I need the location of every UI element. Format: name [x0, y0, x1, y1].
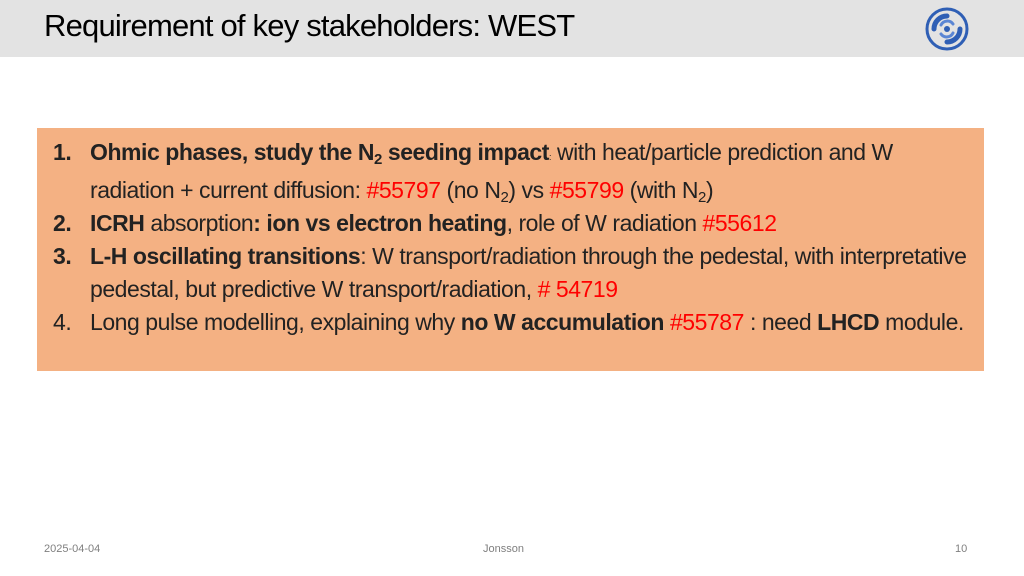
west-logo-icon: [921, 6, 973, 52]
item-bold-text: LHCD: [817, 309, 880, 335]
footer-author: Jonsson: [483, 543, 524, 555]
item-text: : need: [744, 309, 818, 335]
subscript: 2: [698, 189, 706, 206]
item-bold-text: ICRH: [90, 210, 145, 236]
slide-title: Requirement of key stakeholders: WEST: [44, 8, 575, 43]
item-bold-text: Ohmic phases, study the N: [90, 139, 374, 165]
shot-number: #55797: [366, 177, 441, 203]
shot-number: #55612: [702, 210, 777, 236]
item-text: (with N: [623, 177, 699, 203]
marker: :: [548, 152, 552, 162]
item-number: 3.: [53, 243, 72, 269]
shot-number: #55787: [669, 309, 744, 335]
item-text: : W transport/radiation through the pedestal, with interpretative pedestal, but predictive W transport/radiation,: [90, 243, 967, 302]
item-bold-text: : ion vs electron heating: [253, 210, 507, 236]
item-bold-text: seeding impact: [381, 139, 549, 165]
list-item: [53, 207, 973, 240]
item-text: absorption: [144, 210, 254, 236]
list-item: [53, 306, 973, 339]
list-item: [53, 136, 973, 207]
shot-number: #55799: [549, 177, 624, 203]
item-text: (no N: [440, 177, 501, 203]
item-text: Long pulse modelling, explaining why: [90, 309, 461, 335]
footer-date: 2025-04-04: [44, 543, 101, 555]
item-text: ) vs: [508, 177, 550, 203]
item-text: module.: [879, 309, 964, 335]
list-item: [53, 240, 973, 306]
page-number: 10: [955, 543, 968, 555]
shot-number: # 54719: [537, 276, 618, 302]
item-bold-text: no W accumulation: [460, 309, 664, 335]
item-text: ): [705, 177, 714, 203]
item-bold-text: L-H oscillating transitions: [90, 243, 361, 269]
item-number: 1.: [53, 139, 72, 165]
subscript: 2: [500, 189, 509, 206]
requirements-list: [53, 136, 973, 339]
item-number: 4.: [53, 309, 72, 335]
item-text: with heat/particle prediction and W radiation + current diffusion:: [90, 139, 893, 203]
title-bar: [0, 0, 1024, 57]
item-text: , role of W radiation: [506, 210, 703, 236]
requirements-box: [37, 128, 984, 371]
item-number: 2.: [53, 210, 72, 236]
subscript: 2: [374, 151, 382, 168]
